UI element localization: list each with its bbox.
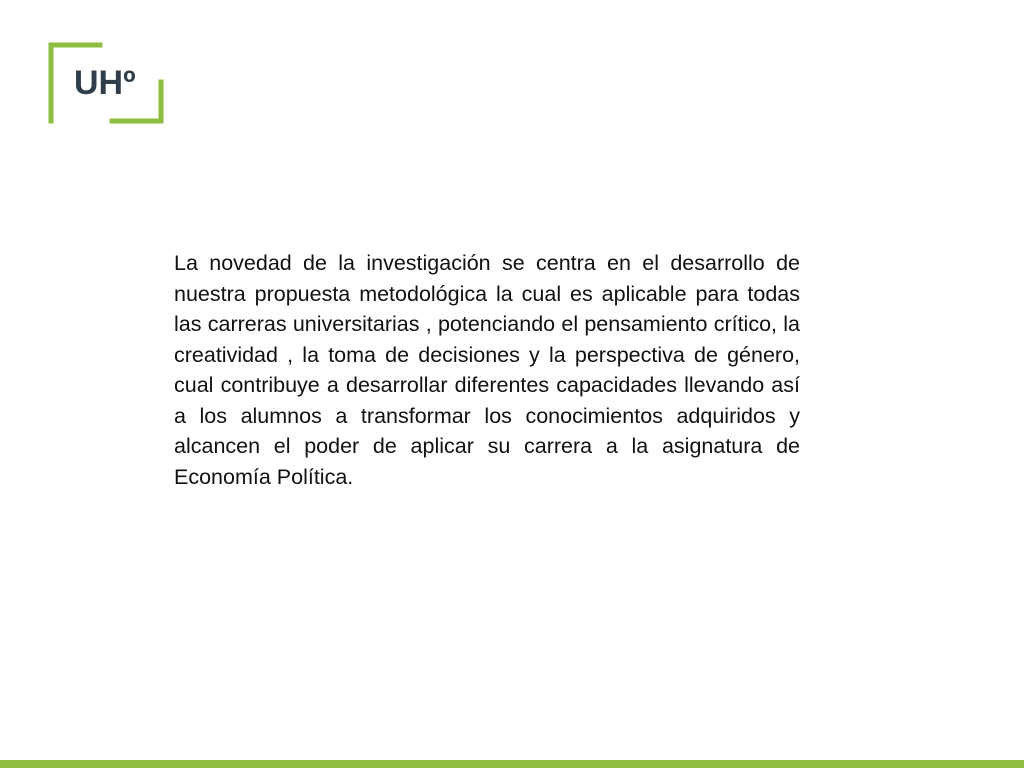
logo-text: UHº xyxy=(74,64,136,102)
bottom-accent-bar xyxy=(0,760,1024,768)
university-logo xyxy=(48,42,164,124)
slide-body-text: La novedad de la investigación se centra en el desarrollo de nuestra propuesta metodológica la cual es aplicable para todas las carreras universitarias , potenciando el pensamiento crítico, la creatividad , la toma de decisiones y la perspectiva de género, cual contribuye a desarrollar diferentes capacidades llevando así a los alumnos a transformar los conocimientos adquiridos y alcancen el poder de aplicar su carrera a la asignatura de Economía Política. xyxy=(174,251,800,489)
logo-frame-icon xyxy=(48,42,164,124)
